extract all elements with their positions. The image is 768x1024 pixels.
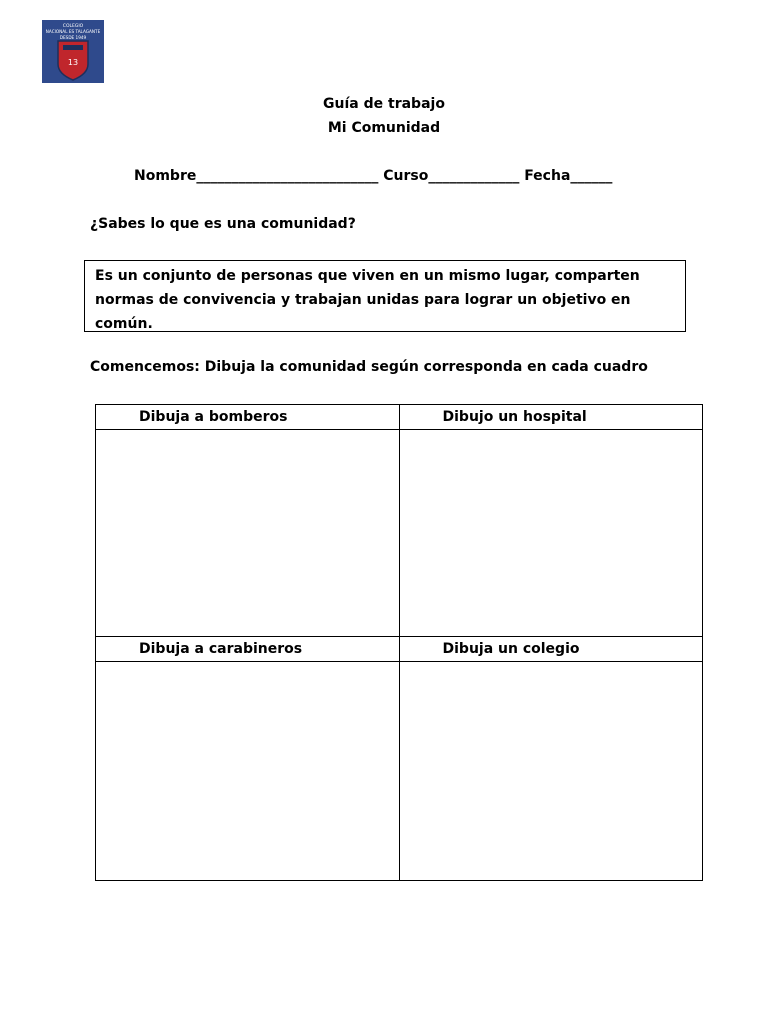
school-logo bbox=[42, 20, 104, 83]
box-label: Dibuja a bomberos bbox=[139, 409, 288, 425]
definition-box bbox=[84, 260, 686, 332]
box-header-bomberos bbox=[96, 405, 400, 430]
instructions-text: Comencemos: Dibuja la comunidad según corresponda en cada cuadro bbox=[90, 359, 648, 375]
logo-text-line2: NACIONAL ES TALAGANTE bbox=[45, 29, 101, 34]
logo-text-line3: DESDE 1949 bbox=[59, 35, 87, 40]
drawing-area-bomberos[interactable] bbox=[96, 430, 400, 637]
question-text: ¿Sabes lo que es una comunidad? bbox=[90, 216, 356, 232]
definition-text: Es un conjunto de personas que viven en un mismo lugar, comparten normas de convivencia y trabajan unidas para lograr un objetivo en común. bbox=[95, 268, 640, 332]
box-label: Dibujo un hospital bbox=[442, 409, 587, 425]
drawing-area-hospital[interactable] bbox=[399, 430, 703, 637]
shield-band-icon bbox=[63, 45, 83, 50]
student-fields-line[interactable]: Nombre__________________________ Curso_____________ Fecha______ bbox=[134, 168, 613, 184]
box-header-carabineros bbox=[96, 637, 400, 662]
drawing-area-carabineros[interactable] bbox=[96, 662, 400, 881]
page-subtitle: Mi Comunidad bbox=[327, 120, 441, 136]
logo-text-line1: COLEGIO bbox=[62, 24, 84, 29]
box-label: Dibuja a carabineros bbox=[139, 641, 303, 657]
page-title: Guía de trabajo bbox=[323, 96, 445, 112]
drawing-area-colegio[interactable] bbox=[399, 662, 703, 881]
box-header-colegio bbox=[399, 637, 703, 662]
box-header-hospital bbox=[399, 405, 703, 430]
drawing-grid bbox=[95, 404, 703, 881]
logo-number: 13 bbox=[67, 58, 79, 67]
box-label: Dibuja un colegio bbox=[442, 641, 580, 657]
